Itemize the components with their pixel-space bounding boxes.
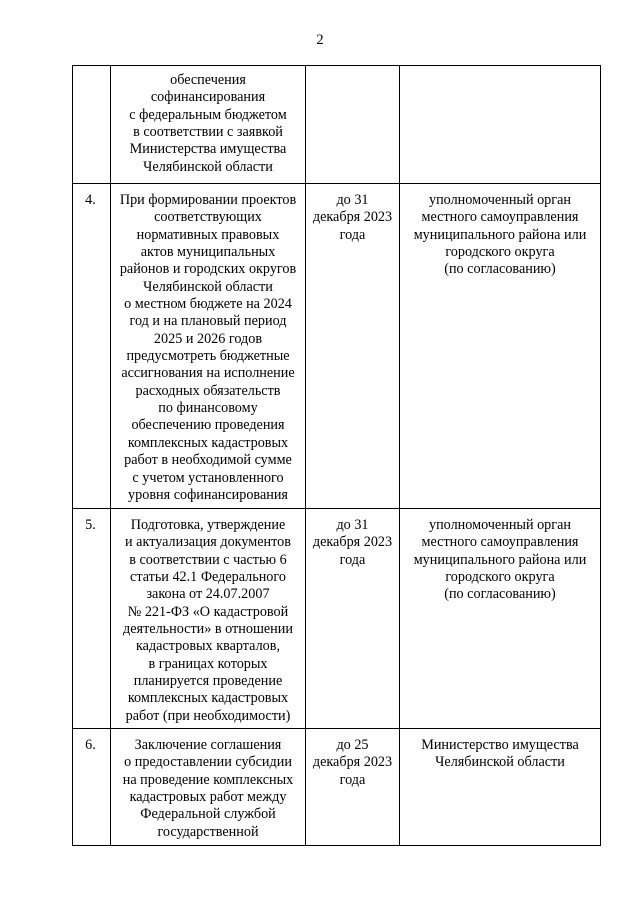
responsible-cell bbox=[400, 184, 601, 509]
action-line: нормативных правовых bbox=[136, 226, 280, 243]
deadline-line: года bbox=[339, 226, 366, 243]
action-line: софинансирования bbox=[150, 89, 266, 106]
action-line: Челябинской области bbox=[143, 158, 273, 175]
table-row bbox=[73, 729, 601, 846]
deadline-cell bbox=[306, 509, 400, 729]
deadline-line: декабря 2023 bbox=[312, 754, 393, 771]
action-line: с учетом установленного bbox=[132, 469, 284, 486]
deadline-cell bbox=[306, 66, 400, 184]
action-line: закона от 24.07.2007 bbox=[146, 586, 270, 603]
row-number: 4. bbox=[85, 192, 96, 208]
table-row bbox=[73, 509, 601, 729]
table-row bbox=[73, 184, 601, 509]
action-line: по финансовому bbox=[158, 400, 258, 417]
action-line: о предоставлении субсидии bbox=[124, 754, 292, 771]
deadline-line: декабря 2023 bbox=[312, 534, 393, 551]
action-line: год и на плановый период bbox=[129, 313, 287, 330]
action-line: обеспечению проведения bbox=[131, 417, 285, 434]
action-cell bbox=[111, 509, 306, 729]
deadline-line: года bbox=[339, 551, 366, 568]
responsible-line: городского округа bbox=[445, 244, 555, 261]
deadline-line: до 31 bbox=[336, 517, 369, 533]
responsible-line: городского округа bbox=[445, 569, 555, 586]
action-line: в соответствии с частью 6 bbox=[129, 551, 287, 568]
action-cell bbox=[111, 66, 306, 184]
row-number-cell bbox=[73, 509, 111, 729]
row-number-cell bbox=[73, 66, 111, 184]
deadline-cell bbox=[306, 184, 400, 509]
responsible-line: (по согласованию) bbox=[444, 261, 556, 278]
action-line: уровня софинансирования bbox=[128, 486, 288, 503]
action-line: ассигнования на исполнение bbox=[121, 365, 295, 382]
responsible-cell bbox=[400, 509, 601, 729]
action-line: Федеральной службой bbox=[140, 806, 276, 823]
action-line: обеспечения bbox=[170, 72, 246, 88]
action-line: соответствующих bbox=[154, 209, 262, 226]
responsible-line: уполномоченный орган bbox=[429, 192, 571, 208]
action-line: районов и городских округов bbox=[119, 261, 297, 278]
responsible-cell bbox=[400, 66, 601, 184]
row-number-cell bbox=[73, 729, 111, 846]
action-line: работ (при необходимости) bbox=[125, 707, 291, 724]
plan-table bbox=[72, 65, 601, 846]
action-line: кадастровых кварталов, bbox=[135, 638, 281, 655]
action-line: комплексных кадастровых bbox=[127, 434, 289, 451]
responsible-line: муниципального района или bbox=[413, 551, 587, 568]
deadline-line: декабря 2023 bbox=[312, 209, 393, 226]
action-cell bbox=[111, 184, 306, 509]
action-line: в границах которых bbox=[148, 655, 268, 672]
responsible-line: (по согласованию) bbox=[444, 586, 556, 603]
deadline-line: до 31 bbox=[336, 192, 369, 208]
action-line: предусмотреть бюджетные bbox=[126, 348, 290, 365]
action-line: Челябинской области bbox=[143, 278, 273, 295]
action-line: № 221-ФЗ «О кадастровой bbox=[127, 603, 289, 620]
action-line: государственной bbox=[157, 823, 259, 840]
table-row bbox=[73, 66, 601, 184]
row-number: 5. bbox=[85, 517, 96, 533]
action-line: 2025 и 2026 годов bbox=[153, 330, 263, 347]
action-line: и актуализация документов bbox=[125, 534, 291, 551]
action-line: Подготовка, утверждение bbox=[130, 517, 286, 533]
action-line: Заключение соглашения bbox=[134, 737, 282, 753]
action-line: расходных обязательств bbox=[135, 382, 281, 399]
action-line: работ в необходимой сумме bbox=[124, 452, 292, 469]
action-line: о местном бюджете на 2024 bbox=[124, 296, 292, 313]
action-line: При формировании проектов bbox=[119, 192, 297, 208]
row-number-cell bbox=[73, 184, 111, 509]
page-number: 2 bbox=[316, 32, 324, 48]
action-line: кадастровых работ между bbox=[129, 789, 287, 806]
action-line: на проведение комплексных bbox=[122, 771, 294, 788]
action-line: деятельности» в отношении bbox=[123, 621, 293, 638]
action-cell bbox=[111, 729, 306, 846]
action-line: статьи 42.1 Федерального bbox=[130, 569, 286, 586]
responsible-line: местного самоуправления bbox=[421, 534, 579, 551]
action-line: Министерства имущества bbox=[129, 141, 287, 158]
responsible-line: Челябинской области bbox=[435, 754, 565, 771]
action-line: комплексных кадастровых bbox=[127, 690, 289, 707]
deadline-line: года bbox=[339, 771, 366, 788]
action-line: с федеральным бюджетом bbox=[129, 106, 287, 123]
action-line: планируется проведение bbox=[133, 673, 283, 690]
responsible-line: уполномоченный орган bbox=[429, 517, 571, 533]
action-line: актов муниципальных bbox=[140, 244, 276, 261]
responsible-line: местного самоуправления bbox=[421, 209, 579, 226]
deadline-line: до 25 bbox=[336, 737, 369, 753]
responsible-cell bbox=[400, 729, 601, 846]
deadline-cell bbox=[306, 729, 400, 846]
responsible-line: Министерство имущества bbox=[421, 737, 579, 753]
responsible-line: муниципального района или bbox=[413, 226, 587, 243]
row-number: 6. bbox=[85, 737, 96, 753]
action-line: в соответствии с заявкой bbox=[133, 124, 283, 141]
